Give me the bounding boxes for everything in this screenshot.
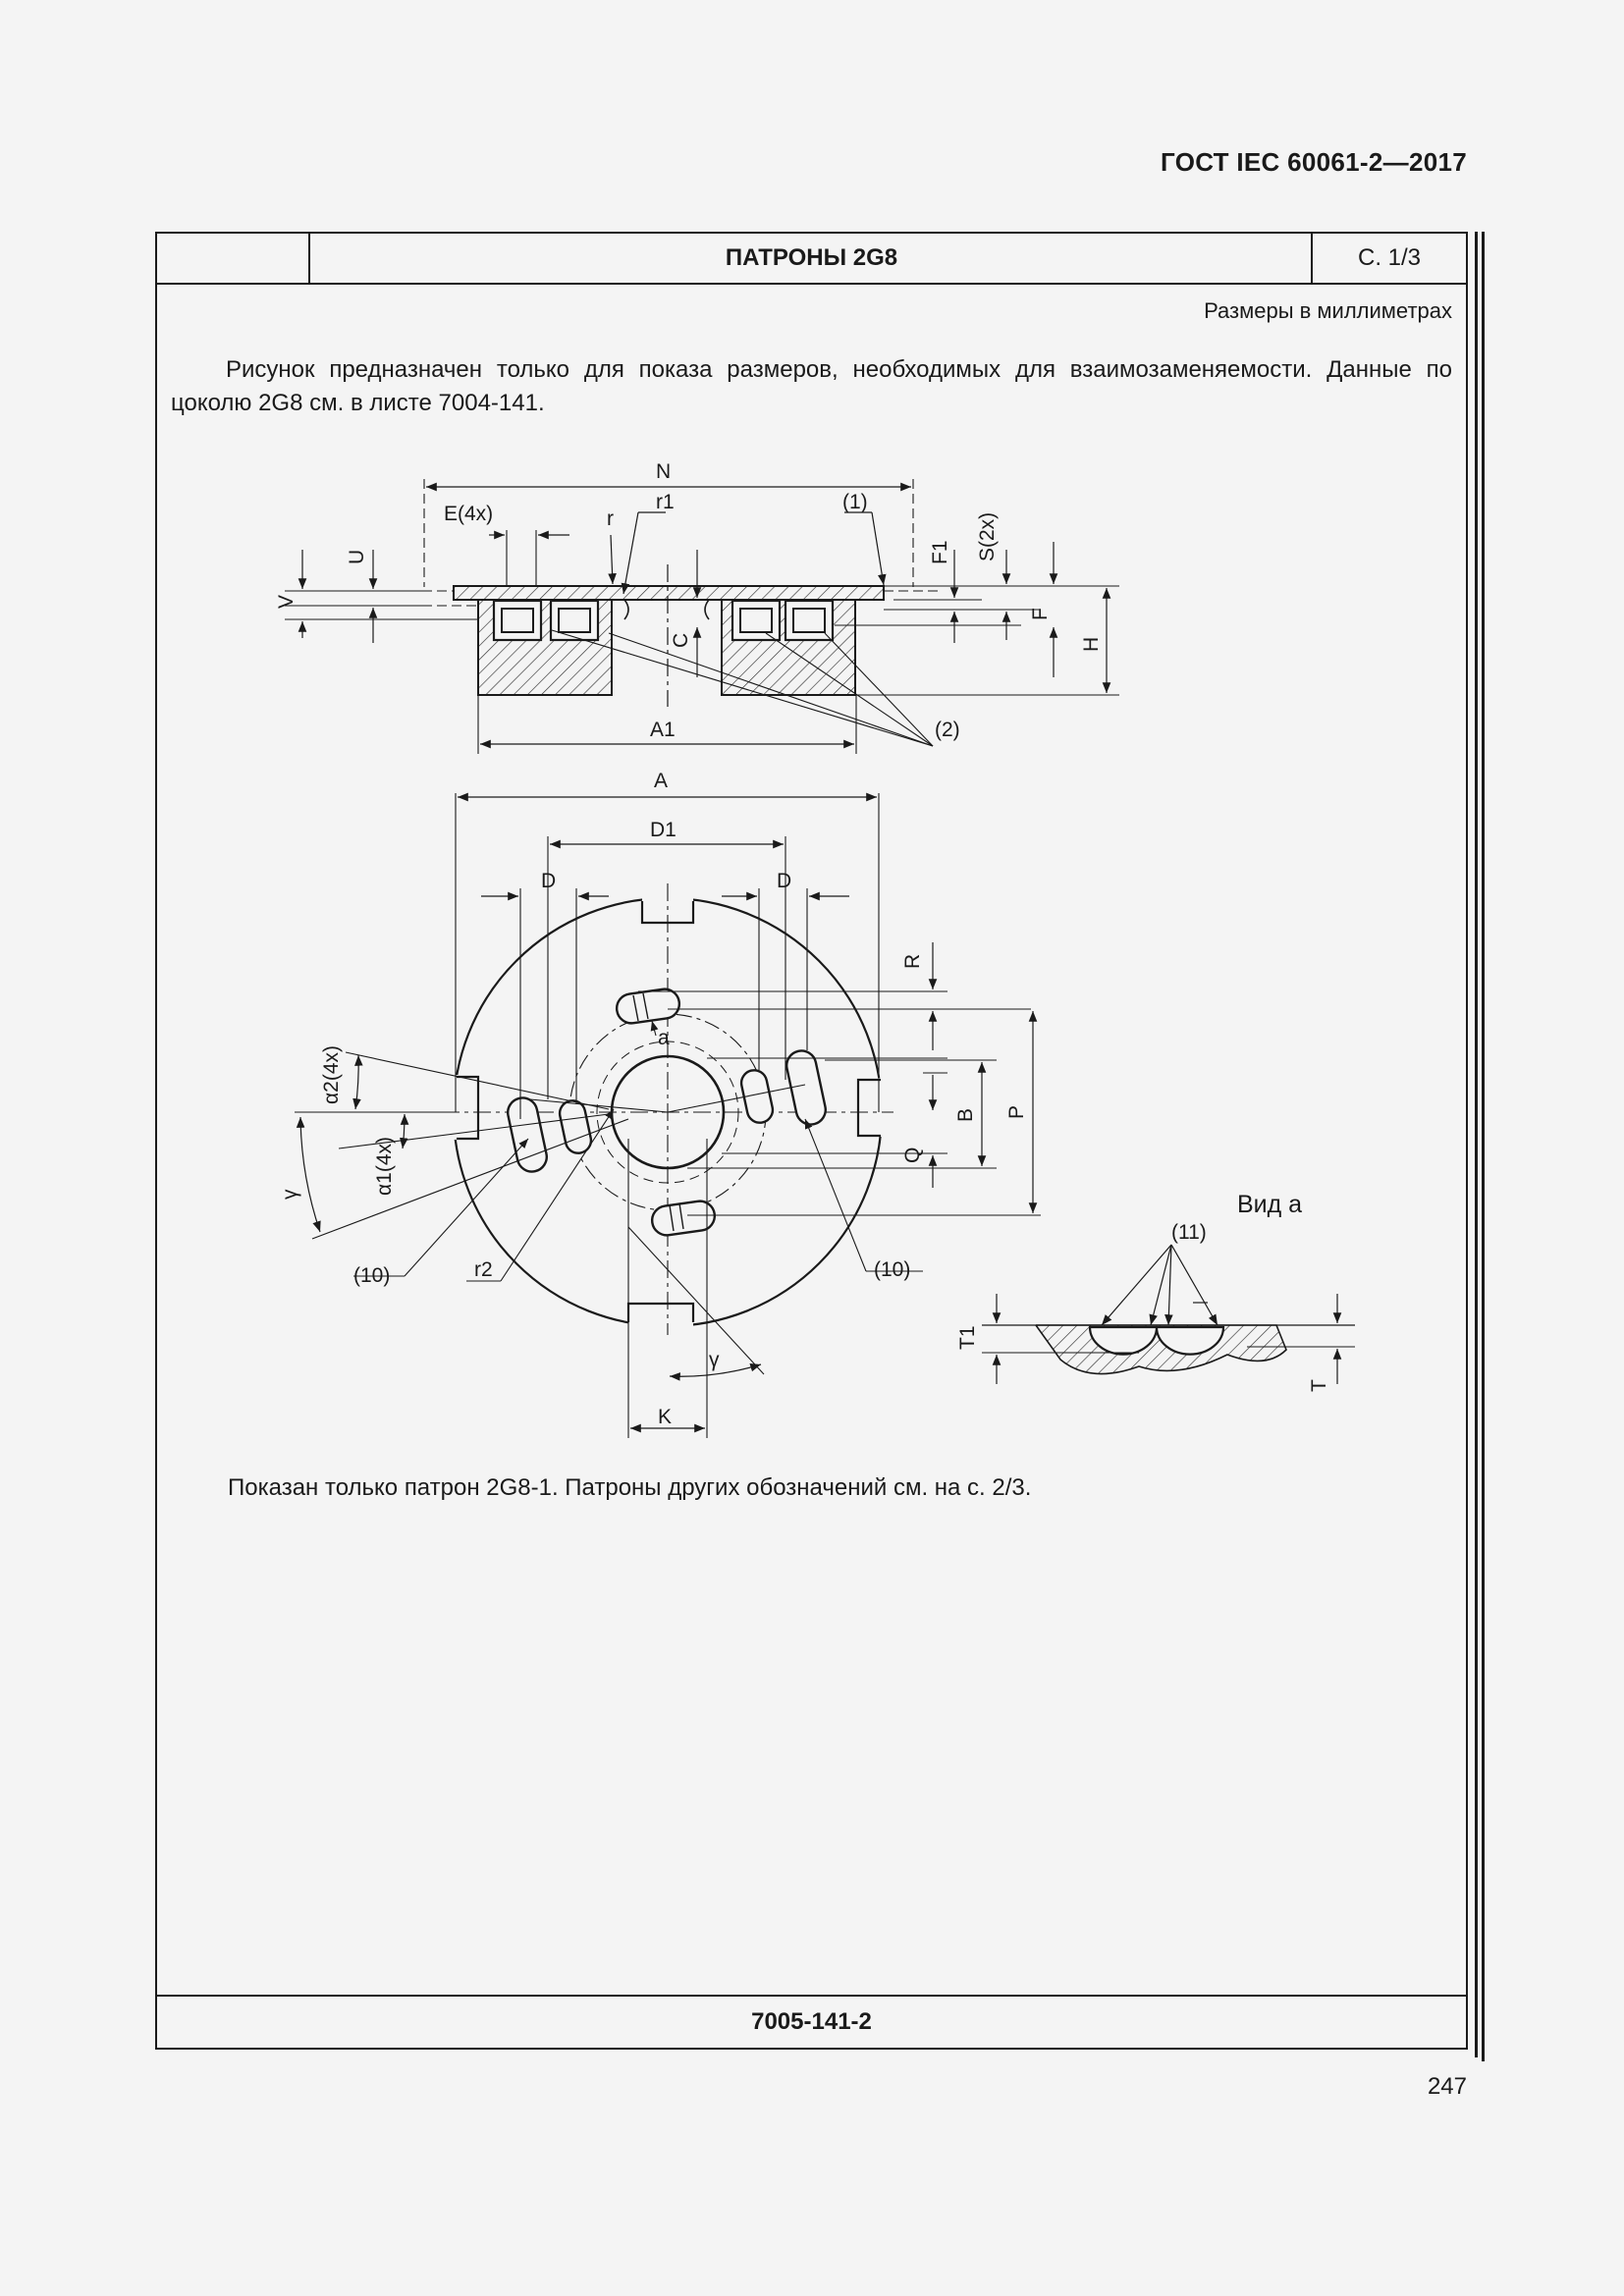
dim-label-t: T	[1308, 1379, 1330, 1392]
dim-label-q: Q	[901, 1147, 924, 1163]
dim-label-e: E(4x)	[444, 503, 494, 525]
detail-view-a	[982, 1245, 1355, 1384]
dim-label-r: r	[607, 507, 614, 530]
dim-label-alpha1: α1(4x)	[373, 1137, 396, 1196]
dim-label-gamma-bottom: γ	[709, 1349, 720, 1371]
plan-view	[295, 793, 1041, 1438]
dim-label-v: V	[275, 594, 298, 609]
callout-10-right: (10)	[874, 1258, 911, 1281]
dim-label-k: K	[658, 1406, 673, 1428]
dim-label-a: A	[654, 770, 669, 792]
dim-label-d-right: D	[777, 870, 792, 892]
standard-designation: ГОСТ IEC 60061-2—2017	[1161, 147, 1467, 177]
dim-label-alpha2: α2(4x)	[320, 1045, 343, 1104]
view-a-title: Вид а	[1237, 1191, 1303, 1218]
dim-label-n: N	[656, 460, 672, 483]
dim-label-d-left: D	[541, 870, 557, 892]
page-number: 247	[1427, 2073, 1467, 2100]
dim-label-u: U	[346, 549, 368, 564]
figure-caption: Показан только патрон 2G8-1. Патроны других обозначений см. на с. 2/3.	[228, 1474, 1032, 1501]
dim-label-gamma-left: γ	[279, 1189, 301, 1200]
callout-11: (11)	[1171, 1221, 1207, 1244]
intro-paragraph: Рисунок предназначен только для показа размеров, необходимых для взаимозаменяемости. Данные по цоколю 2G8 см. в листе 7004-141.	[171, 356, 1452, 416]
sheet-number: 7005-141-2	[157, 1995, 1466, 2048]
dim-label-s: S(2x)	[976, 511, 999, 561]
dim-label-d1: D1	[650, 819, 677, 841]
callout-10-left: (10)	[353, 1264, 391, 1287]
view-marker-a: a	[658, 1027, 670, 1049]
dim-label-a1: A1	[650, 719, 676, 741]
dim-label-r1: r1	[656, 491, 675, 513]
dim-label-b: B	[954, 1107, 977, 1122]
dim-label-r-upper: R	[901, 953, 924, 969]
sheet-page-ref: С. 1/3	[1311, 234, 1466, 283]
units-note: Размеры в миллиметрах	[1204, 298, 1452, 323]
callout-2: (2)	[935, 719, 960, 741]
callout-1: (1)	[842, 491, 868, 513]
dim-label-f1: F1	[929, 540, 951, 564]
dim-label-f: F	[1029, 608, 1052, 620]
dim-label-h: H	[1080, 636, 1103, 652]
dim-label-p: P	[1005, 1104, 1028, 1119]
dim-label-r2: r2	[474, 1258, 493, 1281]
dim-label-c: C	[670, 632, 692, 648]
sheet-title: ПАТРОНЫ 2G8	[725, 244, 898, 271]
dim-label-t1: T1	[956, 1325, 979, 1350]
